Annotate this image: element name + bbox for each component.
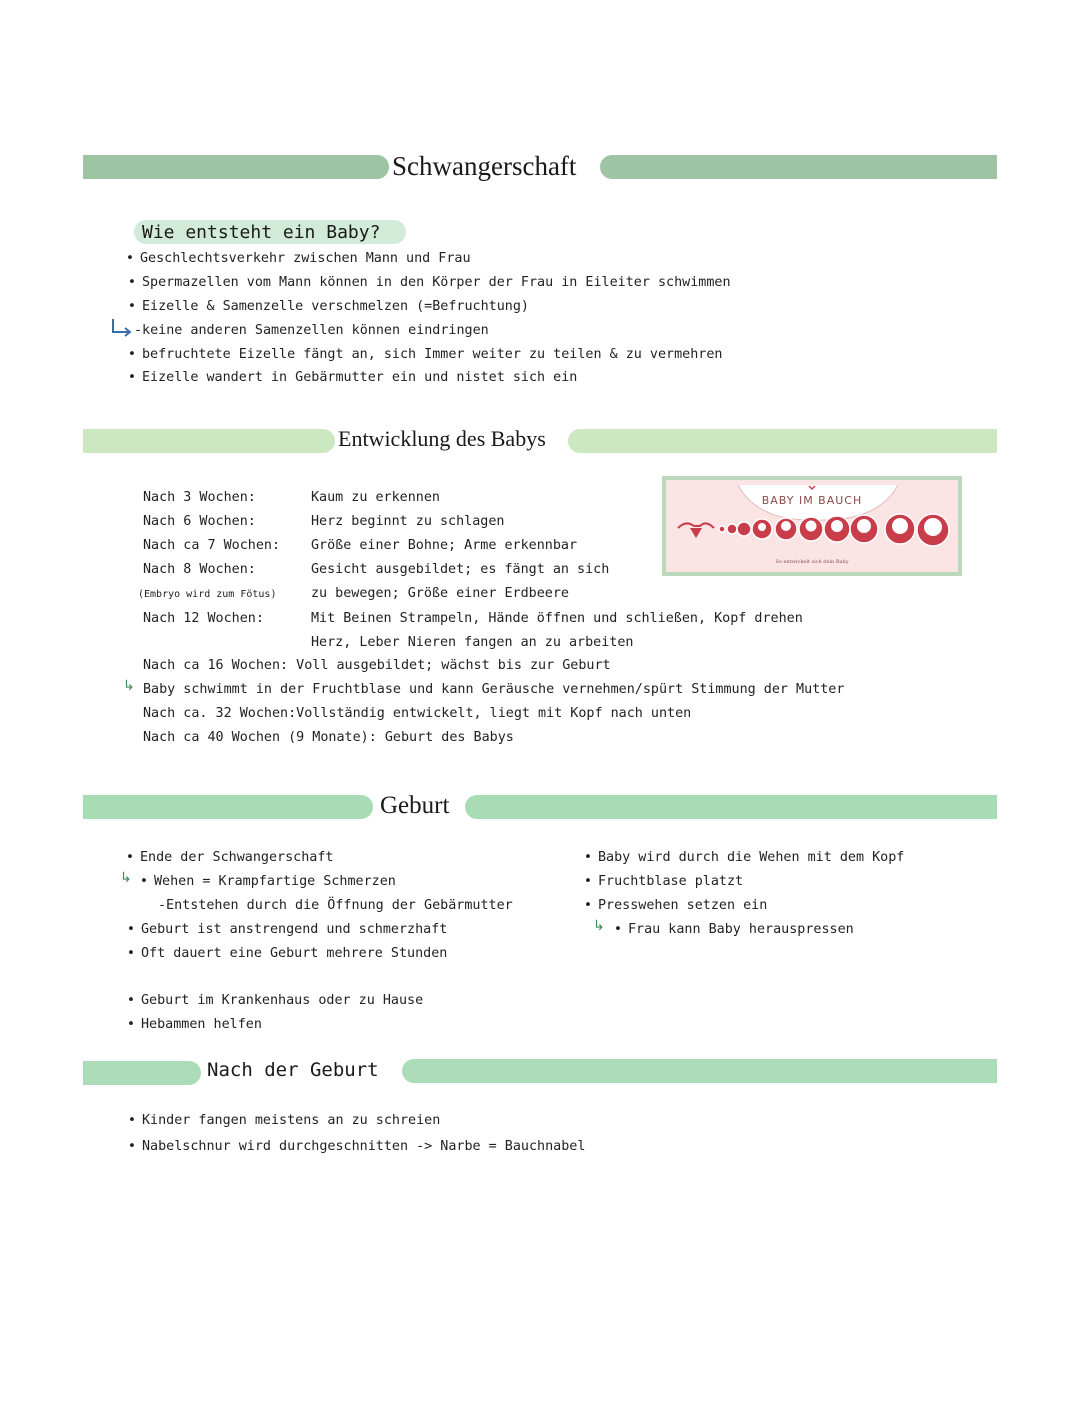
list-item: • Geburt ist anstrengend und schmerzhaft xyxy=(127,922,447,937)
heading-bar-right xyxy=(568,429,997,453)
heading-bar-right xyxy=(600,155,997,179)
list-item: • Oft dauert eine Geburt mehrere Stunden xyxy=(127,946,447,961)
section-title-geburt: Geburt xyxy=(380,792,450,819)
row-text: Größe einer Bohne; Arme erkennbar xyxy=(311,538,578,553)
row-label: Nach 8 Wochen: xyxy=(143,562,256,577)
heading-bar-right xyxy=(465,795,997,819)
heading-bar-left xyxy=(83,155,389,179)
list-item: • Geburt im Krankenhaus oder zu Hause xyxy=(127,993,423,1008)
row-label: Nach 12 Wochen: xyxy=(143,611,264,626)
subtitle-wie-entsteht: Wie entsteht ein Baby? xyxy=(142,222,381,243)
list-item: -Entstehen durch die Öffnung der Gebärmutter xyxy=(158,898,513,913)
list-item: • Frau kann Baby herauspressen xyxy=(614,922,854,937)
arrow-icon: ↳ xyxy=(123,678,135,694)
list-item: -keine anderen Samenzellen können eindringen xyxy=(134,323,489,338)
section-title-nach-der-geburt: Nach der Geburt xyxy=(207,1059,379,1081)
image-title: BABY IM BAUCH xyxy=(761,494,863,507)
arrow-icon: ↳ xyxy=(593,918,605,934)
list-item: • Kinder fangen meistens an zu schreien xyxy=(128,1113,440,1128)
full-line: Baby schwimmt in der Fruchtblase und kann Geräusche vernehmen/spürt Stimmung der Mutter xyxy=(143,682,845,697)
heading-bar-left xyxy=(83,429,335,453)
image-caption: So entwickelt sich dein Baby xyxy=(775,559,849,565)
list-item: • Hebammen helfen xyxy=(127,1017,262,1032)
arrow-icon xyxy=(110,317,134,337)
list-item: • Eizelle & Samenzelle verschmelzen (=Befruchtung) xyxy=(128,299,529,314)
heading-bar-right xyxy=(402,1059,997,1083)
row-label-note: (Embryo wird zum Fötus) xyxy=(138,589,277,600)
full-line: Nach ca. 32 Wochen:Vollständig entwickelt, liegt mit Kopf nach unten xyxy=(143,706,692,721)
heading-bar-left xyxy=(83,1061,201,1085)
list-item: • Fruchtblase platzt xyxy=(584,874,743,889)
full-line: Nach ca 16 Wochen: Voll ausgebildet; wächst bis zur Geburt xyxy=(143,658,611,673)
list-item: • Geschlechtsverkehr zwischen Mann und Frau xyxy=(126,251,471,266)
full-line: Nach ca 40 Wochen (9 Monate): Geburt des Babys xyxy=(143,730,514,745)
row-text: Herz beginnt zu schlagen xyxy=(311,514,505,529)
list-item: • Nabelschnur wird durchgeschnitten -> Narbe = Bauchnabel xyxy=(128,1139,585,1154)
row-text: zu bewegen; Größe einer Erdbeere xyxy=(311,586,569,601)
row-text: Mit Beinen Strampeln, Hände öffnen und schließen, Kopf drehen xyxy=(311,611,803,626)
list-item: • Eizelle wandert in Gebärmutter ein und nistet sich ein xyxy=(128,370,577,385)
row-text: Kaum zu erkennen xyxy=(311,490,440,505)
row-text: Gesicht ausgebildet; es fängt an sich xyxy=(311,562,610,577)
list-item: • Presswehen setzen ein xyxy=(584,898,767,913)
arrow-icon: ↳ xyxy=(120,870,132,886)
list-item: • Wehen = Krampfartige Schmerzen xyxy=(140,874,396,889)
row-label: Nach 3 Wochen: xyxy=(143,490,256,505)
row-label: Nach 6 Wochen: xyxy=(143,514,256,529)
list-item: • Ende der Schwangerschaft xyxy=(126,850,333,865)
list-item: • befruchtete Eizelle fängt an, sich Immer weiter zu teilen & zu vermehren xyxy=(128,347,722,362)
heading-bar-left xyxy=(83,795,373,819)
baby-development-image xyxy=(662,476,962,576)
list-item: • Baby wird durch die Wehen mit dem Kopf xyxy=(584,850,904,865)
section-title-schwangerschaft: Schwangerschaft xyxy=(392,151,577,181)
section-title-entwicklung: Entwicklung des Babys xyxy=(338,426,546,451)
row-label: Nach ca 7 Wochen: xyxy=(143,538,281,553)
row-text: Herz, Leber Nieren fangen an zu arbeiten xyxy=(311,635,634,650)
list-item: • Spermazellen vom Mann können in den Körper der Frau in Eileiter schwimmen xyxy=(128,275,731,290)
